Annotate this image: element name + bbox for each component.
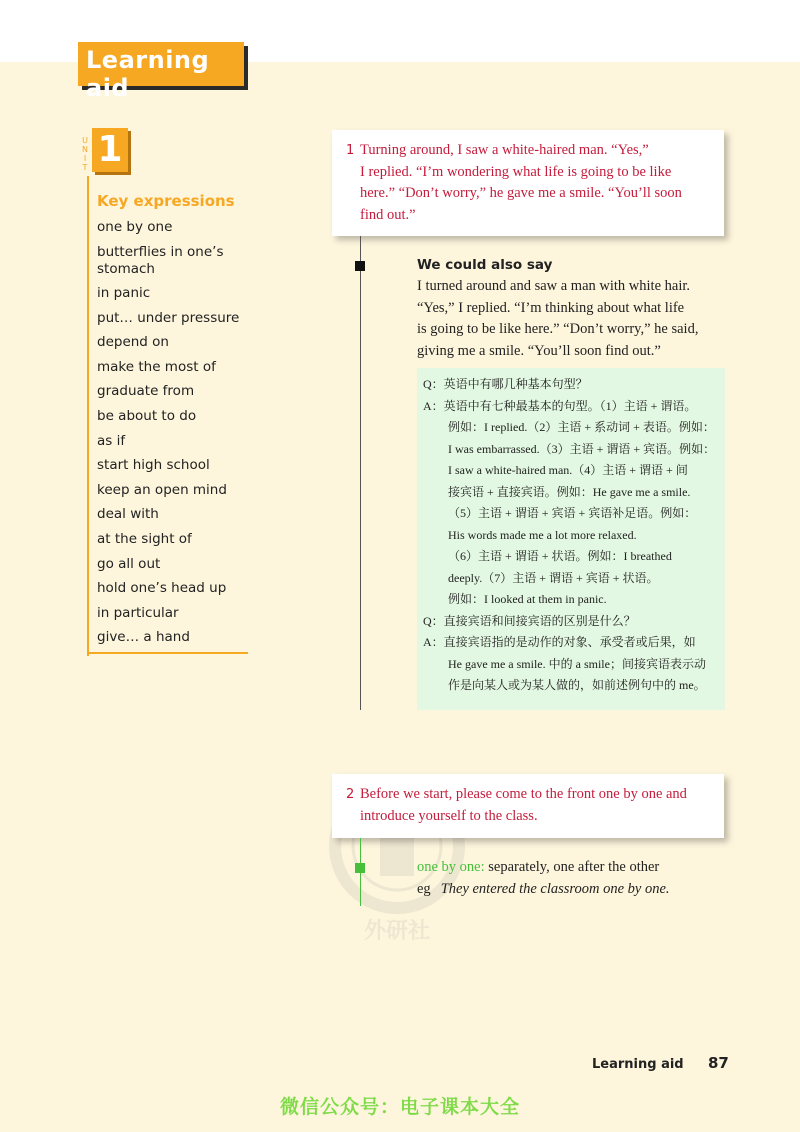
sentence-line: Before we start, please come to the front one by one and bbox=[360, 786, 687, 802]
qa-line: His words made me a lot more relaxed. bbox=[448, 528, 637, 542]
bottom-watermark-text: 微信公众号：电子课本大全 bbox=[279, 1096, 520, 1118]
example-sentence-1 bbox=[346, 140, 718, 226]
example-sentence-2 bbox=[346, 784, 718, 827]
sentence-number: 1 bbox=[346, 143, 355, 158]
list-item: in particular bbox=[97, 604, 179, 621]
qa-line: 例如：I looked at them in panic. bbox=[448, 592, 607, 606]
qa-line: I was embarrassed.（3）主语 + 谓语 + 宾语。例如： bbox=[448, 442, 716, 456]
grammar-qa-box bbox=[417, 368, 725, 710]
sentence-line: introduce yourself to the class. bbox=[360, 807, 538, 824]
qa-line: 接宾语 + 直接宾语。例如：He gave me a smile. bbox=[448, 485, 691, 499]
list-item: be about to do bbox=[97, 408, 197, 425]
also-say-text bbox=[417, 276, 717, 362]
qa-line: I saw a white-haired man.（4）主语 + 谓语 + 间 bbox=[448, 463, 688, 477]
example-sentence: They entered the classroom one by one. bbox=[440, 881, 670, 897]
unit-number-badge bbox=[92, 128, 128, 172]
sentence-line: I replied. “I’m wondering what life is going to be like bbox=[360, 163, 672, 180]
sidebar-rule bbox=[87, 176, 89, 656]
also-say-line: “Yes,” I replied. “I’m thinking about what life bbox=[417, 299, 685, 316]
list-item: one by one bbox=[97, 219, 173, 235]
qa-line: A：英语中有七种最基本的句型。（1）主语 + 谓语。 bbox=[423, 399, 697, 413]
also-say-line: is going to be like here.” “Don’t worry,” he said, bbox=[417, 321, 699, 338]
qa-line: 作是向某人或为某人做的，如前述例句中的 me。 bbox=[448, 678, 706, 692]
list-item: butterflies in one’s stomach bbox=[97, 243, 224, 277]
sentence-line: Turning around, I saw a white-haired man. “Yes,” bbox=[360, 142, 649, 158]
list-item: deal with bbox=[97, 506, 159, 523]
qa-line: A：直接宾语指的是动作的对象、承受者或后果，如 bbox=[423, 635, 696, 649]
annotation-marker bbox=[355, 863, 365, 873]
list-item: keep an open mind bbox=[97, 481, 227, 498]
qa-line: He gave me a smile. 中的 a smile；间接宾语表示动 bbox=[448, 657, 706, 671]
list-item: go all out bbox=[97, 555, 161, 572]
list-item: graduate from bbox=[97, 383, 195, 400]
section-header-tab bbox=[78, 42, 244, 102]
page-number: 87 bbox=[708, 1054, 729, 1072]
expression-note bbox=[417, 857, 659, 879]
list-item: hold one’s head up bbox=[97, 580, 227, 597]
qa-line: （5）主语 + 谓语 + 宾语 + 宾语补足语。例如： bbox=[448, 506, 697, 520]
list-item: as if bbox=[97, 432, 126, 449]
unit-number: 1 bbox=[97, 129, 123, 170]
annotation-line bbox=[360, 236, 361, 710]
key-expressions-title: Key expressions bbox=[97, 192, 235, 210]
qa-line: Q：直接宾语和间接宾语的区别是什么？ bbox=[423, 614, 636, 628]
list-item: in panic bbox=[97, 285, 151, 302]
example-sentence-box-2 bbox=[332, 774, 724, 838]
example-sentence-box-1 bbox=[332, 130, 724, 236]
list-item: make the most of bbox=[97, 358, 216, 375]
unit-label: U N I T bbox=[82, 136, 88, 172]
section-title: Learning aid bbox=[86, 46, 210, 102]
qa-line: deeply.（7）主语 + 谓语 + 宾语 + 状语。 bbox=[448, 571, 659, 585]
key-expressions-list bbox=[97, 219, 247, 654]
example-label: eg bbox=[417, 881, 431, 897]
footer-section-label: Learning aid bbox=[592, 1057, 684, 1072]
annotation-marker bbox=[355, 261, 365, 271]
expression-example bbox=[417, 879, 670, 901]
list-item: put… under pressure bbox=[97, 309, 240, 326]
also-say-line: giving me a smile. “You’ll soon find out.” bbox=[417, 342, 661, 359]
sentence-line: find out.” bbox=[360, 206, 416, 223]
sentence-number: 2 bbox=[346, 787, 355, 802]
also-say-title: We could also say bbox=[417, 257, 553, 273]
list-item: start high school bbox=[97, 457, 210, 474]
list-item: depend on bbox=[97, 334, 169, 351]
expression-definition: separately, one after the other bbox=[484, 859, 660, 875]
list-item: give… a hand bbox=[97, 629, 190, 646]
also-say-line: I turned around and saw a man with white hair. bbox=[417, 278, 691, 294]
qa-line: （6）主语 + 谓语 + 状语。例如：I breathed bbox=[448, 549, 672, 563]
watermark-logo-text: 外研社 bbox=[363, 919, 431, 944]
expression-keyword: one by one: bbox=[417, 859, 485, 875]
qa-line: 例如：I replied.（2）主语 + 系动词 + 表语。例如： bbox=[448, 420, 715, 434]
qa-line: Q：英语中有哪几种基本句型？ bbox=[423, 377, 588, 391]
sentence-line: here.” “Don’t worry,” he gave me a smile. “You’ll soon bbox=[360, 185, 682, 202]
list-item: at the sight of bbox=[97, 531, 192, 548]
